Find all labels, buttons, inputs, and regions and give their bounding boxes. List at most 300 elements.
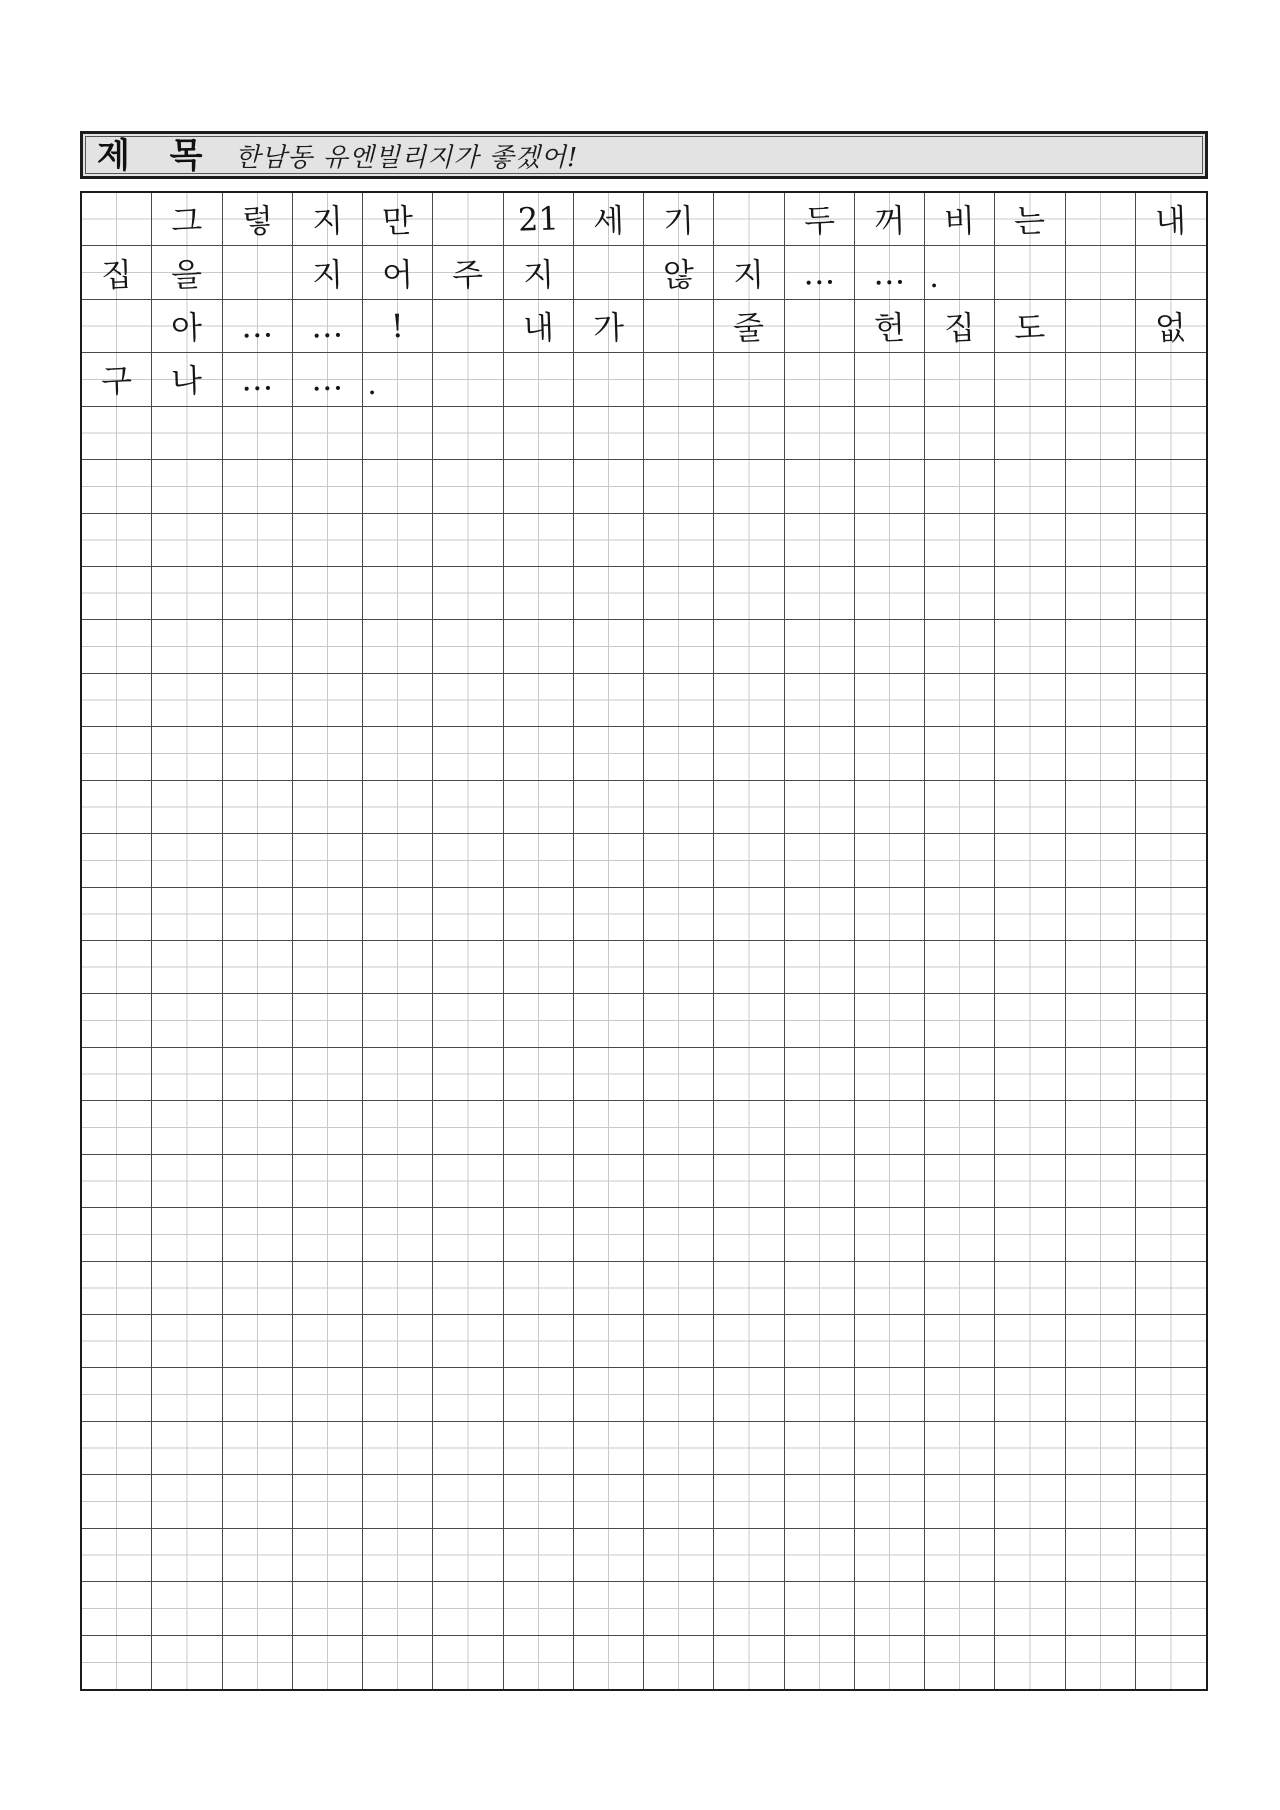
grid-cell [785, 460, 855, 513]
grid-cell [82, 1101, 152, 1154]
grid-cell [223, 567, 293, 620]
grid-cell [1136, 1636, 1206, 1689]
grid-cell [574, 674, 644, 727]
grid-cell [363, 460, 433, 513]
grid-cell [714, 300, 784, 353]
grid-cell [1136, 1101, 1206, 1154]
grid-cell [293, 1048, 363, 1101]
grid-cell [714, 1582, 784, 1635]
grid-cell [995, 620, 1065, 673]
grid-cell [574, 1048, 644, 1101]
grid-cell [995, 353, 1065, 406]
grid-cell [714, 1636, 784, 1689]
grid-cell [433, 1048, 503, 1101]
handwritten-character: 지 [732, 255, 766, 295]
grid-cell [152, 1529, 222, 1582]
grid-cell [1136, 1315, 1206, 1368]
grid-cell [363, 1155, 433, 1208]
grid-cell [223, 1422, 293, 1475]
grid-cell [1136, 781, 1206, 834]
grid-cell [504, 246, 574, 299]
grid-cell [574, 514, 644, 567]
grid-cell [574, 1262, 644, 1315]
grid-cell [433, 1368, 503, 1421]
grid-cell [855, 1262, 925, 1315]
grid-cell [223, 834, 293, 887]
grid-cell [363, 1475, 433, 1528]
grid-cell [855, 1315, 925, 1368]
grid-cell [1066, 781, 1136, 834]
grid-cell [785, 620, 855, 673]
handwritten-character: 어 [381, 255, 414, 295]
grid-cell [925, 994, 995, 1047]
grid-cell [855, 1368, 925, 1421]
handwritten-character: 구 [100, 361, 133, 402]
grid-cell [574, 1208, 644, 1261]
grid-cell [995, 1529, 1065, 1582]
handwritten-character: 아 [170, 308, 204, 348]
grid-cell [223, 994, 293, 1047]
grid-cell [1066, 353, 1136, 406]
grid-cell [1066, 1422, 1136, 1475]
handwritten-character: 내 [522, 308, 555, 348]
grid-cell [504, 994, 574, 1047]
handwritten-character: 비 [943, 201, 976, 241]
grid-cell [785, 567, 855, 620]
grid-cell [1136, 193, 1206, 246]
grid-cell [504, 1475, 574, 1528]
grid-cell [574, 994, 644, 1047]
grid-cell [925, 1048, 995, 1101]
grid-cell [714, 727, 784, 780]
handwritten-character: … [310, 359, 345, 400]
grid-cell [1066, 460, 1136, 513]
grid-cell [433, 246, 503, 299]
grid-cell [293, 300, 363, 353]
grid-cell [223, 514, 293, 567]
grid-cell [433, 1315, 503, 1368]
handwritten-character: 집 [100, 255, 133, 295]
grid-cell [714, 1315, 784, 1368]
handwritten-character: 21 [517, 199, 560, 239]
grid-cell [855, 888, 925, 941]
grid-cell [363, 1315, 433, 1368]
grid-cell [785, 941, 855, 994]
grid-cell [152, 834, 222, 887]
grid-cell [925, 834, 995, 887]
grid-cell [785, 1422, 855, 1475]
grid-cell [433, 193, 503, 246]
grid-cell [504, 1155, 574, 1208]
grid-cell [925, 1315, 995, 1368]
grid-cell [574, 1101, 644, 1154]
grid-cell [855, 620, 925, 673]
grid-cell [785, 674, 855, 727]
grid-cell [433, 1155, 503, 1208]
grid-cell [785, 407, 855, 460]
grid-cell [293, 727, 363, 780]
grid-cell [433, 674, 503, 727]
grid-cell [714, 1529, 784, 1582]
grid-cell [293, 994, 363, 1047]
grid-cell [82, 888, 152, 941]
grid-cell [363, 1422, 433, 1475]
grid-cell [925, 514, 995, 567]
grid-cell [925, 407, 995, 460]
grid-cell [363, 1262, 433, 1315]
grid-cell [1136, 674, 1206, 727]
grid-cell [644, 1636, 714, 1689]
grid-cell [152, 514, 222, 567]
grid-cell [785, 1315, 855, 1368]
grid-cell [1136, 1368, 1206, 1421]
grid-cell [925, 193, 995, 246]
grid-cell [363, 620, 433, 673]
grid-cell [1136, 246, 1206, 299]
handwritten-character: 않 [662, 255, 695, 295]
handwritten-character: 세 [592, 201, 625, 241]
grid-cell [1066, 193, 1136, 246]
grid-cell [785, 994, 855, 1047]
grid-cell [1066, 834, 1136, 887]
grid-cell [293, 1368, 363, 1421]
grid-cell [785, 1475, 855, 1528]
grid-cell [82, 1048, 152, 1101]
grid-cell [855, 1636, 925, 1689]
grid-cell [504, 353, 574, 406]
grid-cell [644, 514, 714, 567]
grid-cell [785, 1368, 855, 1421]
grid-cell [644, 460, 714, 513]
grid-cell [433, 1101, 503, 1154]
grid-cell [995, 674, 1065, 727]
grid-cell [644, 1368, 714, 1421]
grid-cell [644, 1048, 714, 1101]
grid-cell [223, 620, 293, 673]
grid-cell [223, 407, 293, 460]
grid-cell [785, 246, 855, 299]
grid-cell [82, 1582, 152, 1635]
grid-cell [644, 246, 714, 299]
grid-cell [995, 1422, 1065, 1475]
grid-cell [433, 941, 503, 994]
grid-cell [82, 1155, 152, 1208]
grid-cell [363, 567, 433, 620]
grid-cell [714, 353, 784, 406]
grid-cell [714, 1101, 784, 1154]
grid-cell [504, 1529, 574, 1582]
grid-cell [574, 781, 644, 834]
grid-cell [714, 246, 784, 299]
grid-cell [644, 353, 714, 406]
grid-cell [925, 620, 995, 673]
grid-cell [363, 994, 433, 1047]
grid-cell [574, 1475, 644, 1528]
grid-cell [785, 300, 855, 353]
grid-cell [714, 460, 784, 513]
grid-cell [504, 781, 574, 834]
grid-cell [504, 1582, 574, 1635]
grid-cell [574, 620, 644, 673]
grid-cell [785, 1636, 855, 1689]
grid-cell [574, 888, 644, 941]
grid-cell [714, 674, 784, 727]
grid-cell [1066, 1155, 1136, 1208]
grid-cell [293, 1101, 363, 1154]
grid-cell [82, 460, 152, 513]
grid-cell [995, 781, 1065, 834]
grid-cell [293, 834, 363, 887]
grid-cell [925, 1422, 995, 1475]
grid-cell [293, 407, 363, 460]
grid-cell [152, 1262, 222, 1315]
grid-cell [925, 941, 995, 994]
handwritten-character: 줄 [732, 308, 766, 348]
grid-cell [82, 1315, 152, 1368]
grid-cell [504, 567, 574, 620]
grid-cell [714, 567, 784, 620]
grid-cell [785, 1208, 855, 1261]
grid-cell [1136, 1422, 1206, 1475]
grid-cell [995, 1101, 1065, 1154]
title-text: 한남동 유엔빌리지가 좋겠어! [235, 143, 579, 173]
grid-cell [995, 1636, 1065, 1689]
grid-cell [1136, 353, 1206, 406]
grid-cell [433, 407, 503, 460]
handwritten-character: . [366, 366, 378, 402]
grid-cell [855, 567, 925, 620]
grid-cell [504, 1048, 574, 1101]
grid-cell [644, 674, 714, 727]
grid-cell [363, 353, 433, 406]
grid-cell [1066, 1582, 1136, 1635]
grid-cell [504, 300, 574, 353]
grid-cell [293, 1529, 363, 1582]
grid-cell [714, 407, 784, 460]
grid-cell [223, 246, 293, 299]
grid-cell [293, 193, 363, 246]
grid-cell [1066, 1262, 1136, 1315]
handwritten-character: 도 [1013, 308, 1047, 348]
grid-cell [504, 1368, 574, 1421]
handwritten-character: 없 [1154, 308, 1188, 348]
grid-cell [363, 300, 433, 353]
grid-cell [152, 1422, 222, 1475]
title-label: 제 목 [97, 136, 217, 176]
grid-cell [82, 834, 152, 887]
grid-cell [995, 834, 1065, 887]
grid-cell [925, 1101, 995, 1154]
grid-cell [433, 1636, 503, 1689]
grid-cell [152, 300, 222, 353]
grid-cell [363, 781, 433, 834]
grid-cell [363, 193, 433, 246]
handwritten-character: . [928, 259, 940, 295]
grid-cell [574, 353, 644, 406]
grid-cell [995, 1155, 1065, 1208]
grid-cell [644, 834, 714, 887]
grid-cell [714, 994, 784, 1047]
grid-cell [293, 1315, 363, 1368]
grid-cell [574, 1529, 644, 1582]
grid-cell [363, 1582, 433, 1635]
grid-cell [433, 994, 503, 1047]
grid-cell [644, 567, 714, 620]
grid-cell [1066, 1636, 1136, 1689]
handwritten-character: 렇 [241, 201, 274, 241]
grid-cell [1136, 1475, 1206, 1528]
handwritten-character: 주 [451, 255, 485, 295]
grid-cell [152, 246, 222, 299]
grid-cell [363, 1101, 433, 1154]
grid-cell [644, 1422, 714, 1475]
grid-cell [82, 567, 152, 620]
grid-cell [293, 888, 363, 941]
grid-cell [152, 193, 222, 246]
grid-cell [1136, 407, 1206, 460]
grid-cell [855, 1475, 925, 1528]
grid-cell [644, 1155, 714, 1208]
grid-cell [82, 781, 152, 834]
handwritten-character: 나 [170, 361, 204, 402]
grid-cell [82, 1262, 152, 1315]
grid-cell [995, 1582, 1065, 1635]
grid-cell [433, 781, 503, 834]
grid-cell [433, 1262, 503, 1315]
grid-cell [855, 941, 925, 994]
grid-cell [855, 1582, 925, 1635]
grid-cell [1136, 941, 1206, 994]
grid-cell [925, 567, 995, 620]
grid-cell [925, 727, 995, 780]
grid-cell [504, 888, 574, 941]
grid-cell [433, 1422, 503, 1475]
grid-cell [82, 193, 152, 246]
grid-cell [1136, 1529, 1206, 1582]
grid-cell [855, 1529, 925, 1582]
grid-cell [855, 514, 925, 567]
grid-cell [504, 941, 574, 994]
grid-cell [363, 1048, 433, 1101]
grid-cell [152, 994, 222, 1047]
grid-cell [574, 1636, 644, 1689]
grid-cell [82, 1422, 152, 1475]
grid-cell [644, 300, 714, 353]
grid-cell [433, 514, 503, 567]
handwritten-character: ! [390, 306, 405, 346]
grid-cell [574, 834, 644, 887]
grid-cell [1066, 1529, 1136, 1582]
grid-cell [1066, 407, 1136, 460]
handwritten-character: 내 [1154, 201, 1188, 241]
grid-cell [925, 300, 995, 353]
grid-cell [152, 1155, 222, 1208]
handwritten-character: 꺼 [873, 201, 906, 241]
grid-cell [574, 567, 644, 620]
grid-cell [152, 1208, 222, 1261]
grid-cell [925, 1155, 995, 1208]
grid-cell [504, 1208, 574, 1261]
grid-cell [504, 407, 574, 460]
grid-cell [995, 1262, 1065, 1315]
grid-cell [855, 834, 925, 887]
grid-cell [82, 300, 152, 353]
grid-cell [644, 407, 714, 460]
grid-cell [1136, 460, 1206, 513]
grid-cell [223, 1315, 293, 1368]
grid-cell [995, 246, 1065, 299]
grid-cell [504, 514, 574, 567]
grid-cell [82, 1368, 152, 1421]
grid-cell [223, 888, 293, 941]
grid-cell [995, 1315, 1065, 1368]
grid-cell [925, 1208, 995, 1261]
grid-cell [574, 1422, 644, 1475]
grid-cell [363, 1368, 433, 1421]
grid-cell [293, 460, 363, 513]
grid-cell [644, 727, 714, 780]
grid-cell [574, 727, 644, 780]
grid-cell [433, 567, 503, 620]
grid-cell [995, 727, 1065, 780]
grid-cell [82, 407, 152, 460]
grid-cell [504, 834, 574, 887]
grid-cell [995, 300, 1065, 353]
grid-cell [504, 620, 574, 673]
grid-cell [433, 1582, 503, 1635]
grid-cell [152, 1475, 222, 1528]
grid-cell [1136, 1208, 1206, 1261]
grid-cell [293, 567, 363, 620]
grid-cell [223, 674, 293, 727]
grid-cell [995, 514, 1065, 567]
grid-cell [855, 674, 925, 727]
grid-cell [1136, 727, 1206, 780]
grid-cell [714, 1048, 784, 1101]
grid-cell [152, 460, 222, 513]
grid-cell [1066, 1048, 1136, 1101]
grid-cell [1066, 888, 1136, 941]
grid-cell [223, 1636, 293, 1689]
grid-cell [293, 1422, 363, 1475]
grid-cell [504, 1262, 574, 1315]
grid-cell [363, 407, 433, 460]
grid-cell [152, 941, 222, 994]
grid-cell [714, 781, 784, 834]
grid-cell [363, 1529, 433, 1582]
grid-cell [574, 1315, 644, 1368]
grid-cell [1066, 1208, 1136, 1261]
grid-cell [714, 620, 784, 673]
grid-cell [574, 941, 644, 994]
handwritten-character: 가 [592, 308, 625, 348]
grid-cell [1136, 1262, 1206, 1315]
grid-cell [925, 1529, 995, 1582]
handwritten-character: 그 [170, 201, 204, 241]
grid-cell [714, 1475, 784, 1528]
grid-cell [785, 1529, 855, 1582]
grid-cell [714, 941, 784, 994]
grid-cell [714, 888, 784, 941]
grid-cell [644, 888, 714, 941]
grid-cell [433, 1529, 503, 1582]
grid-cell [82, 941, 152, 994]
grid-cell [855, 727, 925, 780]
grid-cell [644, 994, 714, 1047]
grid-cell [1136, 1582, 1206, 1635]
grid-cell [1066, 1315, 1136, 1368]
grid-cell [152, 781, 222, 834]
